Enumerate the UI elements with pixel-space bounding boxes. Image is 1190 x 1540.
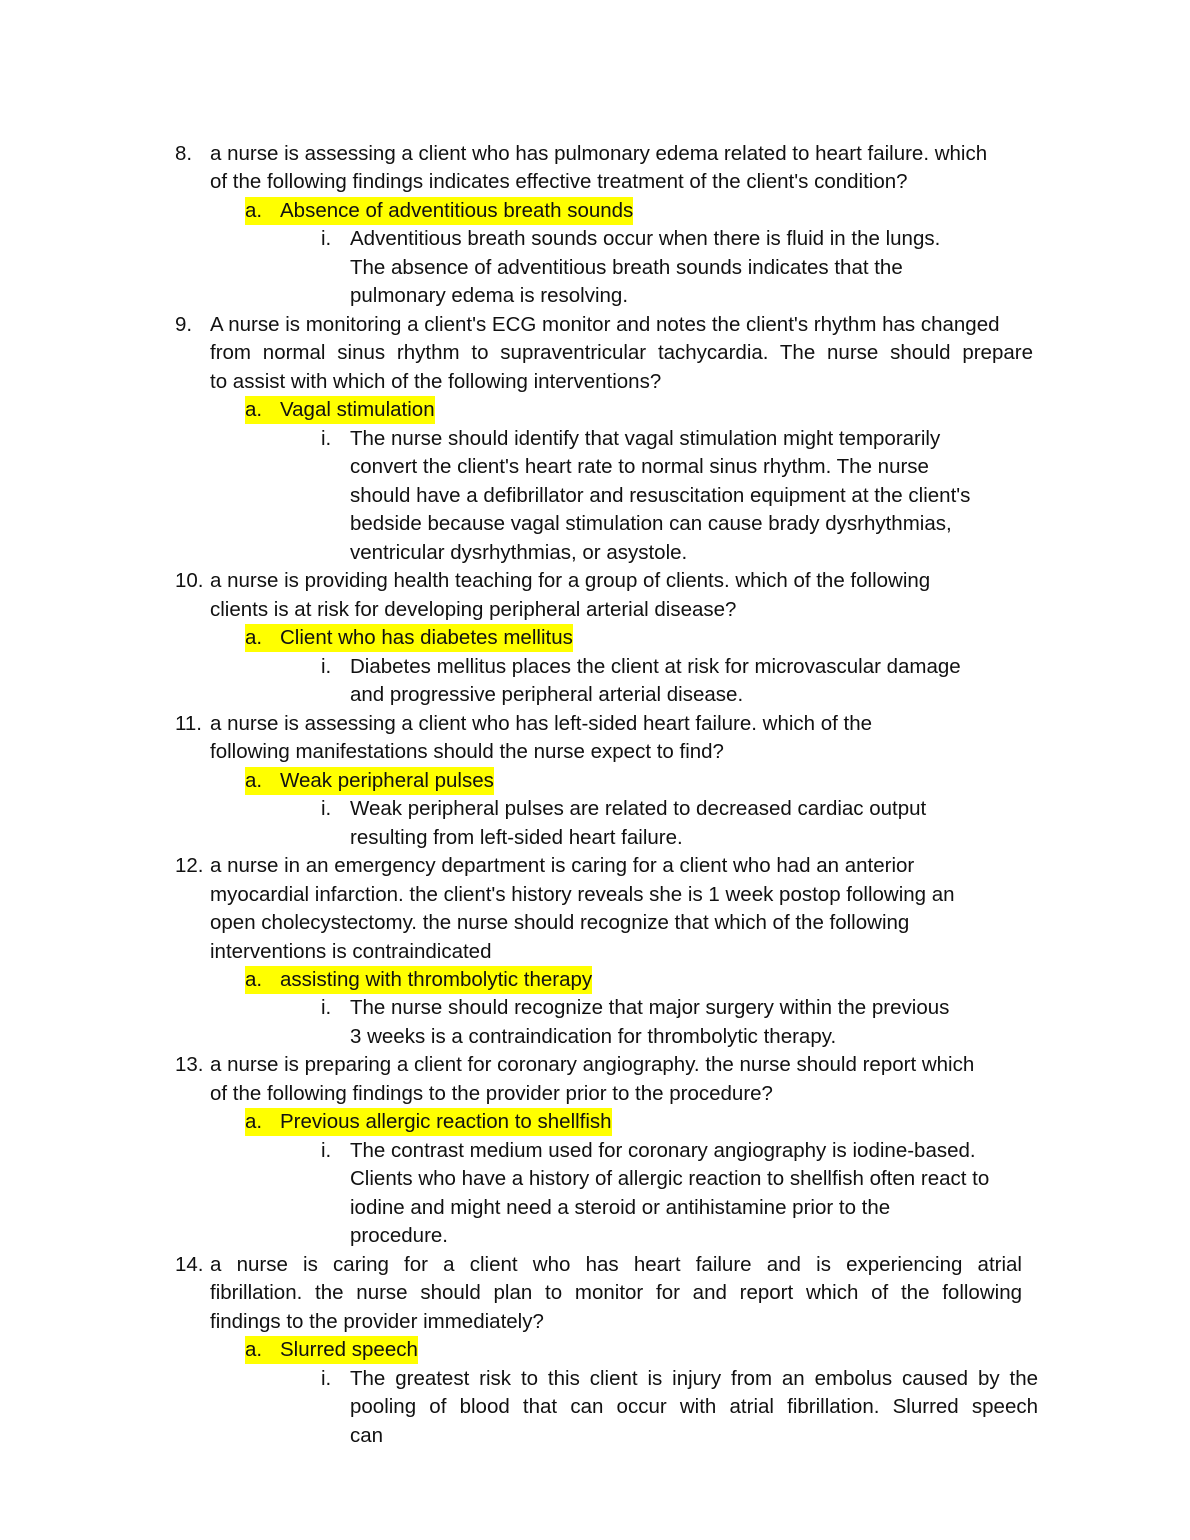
answer-marker: a. [245,1108,262,1136]
explanation-line: pooling of blood that can occur with atrial fibrillation. Slurred speech [350,1395,1038,1418]
question-text-line: open cholecystectomy. the nurse should recognize that which of the following [210,911,910,934]
answer-marker: a. [245,197,262,225]
explanation-marker: i. [321,1139,332,1162]
question-text-line: a nurse is assessing a client who has left-sided heart failure. which of the [210,712,873,735]
explanation-line: The nurse should identify that vagal stimulation might temporarily [350,427,941,450]
question-text-line: following manifestations should the nurse expect to find? [210,740,724,763]
explanation-line: pulmonary edema is resolving. [350,284,629,307]
explanation-line: The absence of adventitious breath sounds indicates that the [350,256,903,279]
explanation-line: bedside because vagal stimulation can cause brady dysrhythmias, [350,512,952,535]
explanation-line: should have a defibrillator and resuscitation equipment at the client's [350,484,971,507]
question-text-line: findings to the provider immediately? [210,1310,544,1333]
question-text-line: myocardial infarction. the client's history reveals she is 1 week postop following an [210,883,955,906]
explanation-line: ventricular dysrhythmias, or asystole. [350,541,688,564]
answer-text: Client who has diabetes mellitus [280,624,573,652]
question-number: 10. [175,569,204,592]
explanation-marker: i. [321,655,332,678]
explanation-line: Clients who have a history of allergic reaction to shellfish often react to [350,1167,990,1190]
explanation-line: Adventitious breath sounds occur when there is fluid in the lungs. [350,227,941,250]
explanation-line: can [350,1424,384,1447]
answer-text: Slurred speech [280,1336,418,1364]
question-text-line: a nurse is assessing a client who has pulmonary edema related to heart failure. which [210,142,988,165]
question-text-line: A nurse is monitoring a client's ECG monitor and notes the client's rhythm has changed [210,313,1000,336]
question-number: 14. [175,1253,204,1276]
explanation-line: Weak peripheral pulses are related to decreased cardiac output [350,797,927,820]
answer-text: assisting with thrombolytic therapy [280,966,592,994]
answer-highlight [262,396,280,424]
answer-highlight [262,1108,280,1136]
question-number: 12. [175,854,204,877]
question-text-line: a nurse is caring for a client who has heart failure and is experiencing atrial [210,1253,1022,1276]
question-text-line: a nurse is providing health teaching for a group of clients. which of the following [210,569,931,592]
explanation-line: and progressive peripheral arterial disease. [350,683,744,706]
question-text-line: clients is at risk for developing peripheral arterial disease? [210,598,737,621]
explanation-line: procedure. [350,1224,449,1247]
explanation-marker: i. [321,797,332,820]
answer-highlight [262,1336,280,1364]
answer-text: Vagal stimulation [280,396,435,424]
explanation-marker: i. [321,427,332,450]
question-number: 9. [175,313,193,336]
question-text-line: interventions is contraindicated [210,940,492,963]
answer-text: Absence of adventitious breath sounds [280,197,633,225]
question-text-line: fibrillation. the nurse should plan to monitor for and report which of the following [210,1281,1022,1304]
answer-highlight [262,767,280,795]
question-number: 8. [175,142,193,165]
answer-highlight [262,624,280,652]
explanation-line: resulting from left-sided heart failure. [350,826,683,849]
question-text-line: a nurse in an emergency department is caring for a client who had an anterior [210,854,915,877]
answer-text: Weak peripheral pulses [280,767,494,795]
answer-marker: a. [245,396,262,424]
question-number: 13. [175,1053,204,1076]
explanation-line: The contrast medium used for coronary angiography is iodine-based. [350,1139,976,1162]
answer-marker: a. [245,624,262,652]
answer-text: Previous allergic reaction to shellfish [280,1108,612,1136]
explanation-line: convert the client's heart rate to normal sinus rhythm. The nurse [350,455,929,478]
explanation-marker: i. [321,1367,332,1390]
question-text-line: of the following findings indicates effective treatment of the client's condition? [210,170,908,193]
question-text-line: to assist with which of the following interventions? [210,370,662,393]
explanation-marker: i. [321,227,332,250]
explanation-line: Diabetes mellitus places the client at risk for microvascular damage [350,655,961,678]
explanation-line: iodine and might need a steroid or antihistamine prior to the [350,1196,891,1219]
explanation-marker: i. [321,996,332,1019]
answer-marker: a. [245,1336,262,1364]
answer-highlight [262,966,280,994]
question-text-line: from normal sinus rhythm to supraventricular tachycardia. The nurse should prepare [210,341,1033,364]
explanation-line: 3 weeks is a contraindication for thrombolytic therapy. [350,1025,837,1048]
explanation-line: The nurse should recognize that major surgery within the previous [350,996,950,1019]
answer-highlight [262,197,280,225]
explanation-line: The greatest risk to this client is injury from an embolus caused by the [350,1367,1038,1390]
answer-marker: a. [245,767,262,795]
question-number: 11. [175,712,202,735]
question-text-line: of the following findings to the provider prior to the procedure? [210,1082,773,1105]
question-text-line: a nurse is preparing a client for coronary angiography. the nurse should report which [210,1053,975,1076]
answer-marker: a. [245,966,262,994]
